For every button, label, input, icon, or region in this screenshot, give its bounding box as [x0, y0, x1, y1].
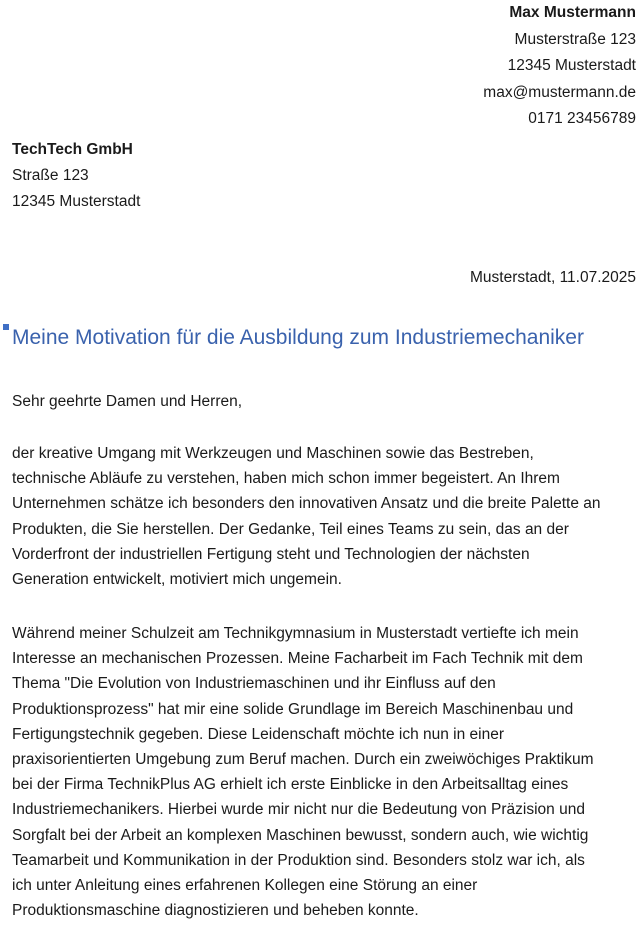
letter-subject: Meine Motivation für die Ausbildung zum Industriemechaniker — [12, 326, 584, 349]
sender-name: Max Mustermann — [509, 4, 636, 21]
paragraph-line: ich unter Anleitung eines erfahrenen Kollegen eine Störung an einer — [12, 877, 478, 895]
recipient-city: 12345 Musterstadt — [12, 193, 141, 210]
paragraph-line: Thema "Die Evolution von Industriemaschinen und ihr Einfluss auf den — [12, 675, 496, 693]
paragraph-line: Interesse an mechanischen Prozessen. Meine Facharbeit im Fach Technik mit dem — [12, 650, 583, 668]
paragraph-line: Fertigungstechnik gegeben. Diese Leidenschaft möchte ich nun in einer — [12, 725, 505, 743]
paragraph-line: technische Abläufe zu verstehen, haben mich schon immer begeistert. An Ihrem — [12, 470, 560, 488]
paragraph-line: Industriemechanikers. Hierbei wurde mir nicht nur die Bedeutung von Präzision und — [12, 801, 585, 819]
paragraph-line: bei der Firma TechnikPlus AG erhielt ich erste Einblicke in den Arbeitsalltag eines — [12, 776, 569, 794]
paragraph-line: Teamarbeit und Kommunikation in der Produktion sind. Besonders stolz war ich, als — [12, 851, 585, 869]
letter-date: Musterstadt, 11.07.2025 — [469, 269, 636, 286]
sender-block — [483, 0, 636, 133]
paragraph-line: Unternehmen schätze ich besonders den innovativen Ansatz und die breite Palette an — [12, 495, 601, 513]
recipient-street: Straße 123 — [12, 167, 89, 184]
paragraph-line: der kreative Umgang mit Werkzeugen und Maschinen sowie das Bestreben, — [12, 445, 534, 462]
paragraph-line: Sorgfalt bei der Arbeit an komplexen Maschinen bewusst, sondern auch, wie wichtig — [12, 826, 589, 844]
paragraph-motivation — [12, 441, 638, 592]
paragraph-line: Produktionsprozess" hat mir eine solide Grundlage im Bereich Maschinenbau und — [12, 700, 574, 718]
sender-street: Musterstraße 123 — [514, 30, 636, 48]
recipient-company: TechTech GmbH — [12, 141, 133, 158]
paragraph-line: Während meiner Schulzeit am Technikgymnasium in Musterstadt vertiefte ich mein — [12, 625, 579, 642]
sender-email: max@mustermann.de — [483, 83, 636, 101]
sender-city: 12345 Musterstadt — [507, 57, 636, 75]
paragraph-line: Produkten, die Sie herstellen. Der Gedanke, Teil eines Teams zu sein, das an der — [12, 520, 569, 538]
paragraph-experience — [12, 621, 638, 923]
subject-marker — [3, 324, 9, 330]
paragraph-line: Generation entwickelt, motiviert mich ungemein. — [12, 571, 342, 589]
paragraph-line: Produktionsmaschine diagnostizieren und beheben konnte. — [12, 902, 419, 920]
recipient-block — [12, 137, 140, 215]
sender-phone: 0171 23456789 — [528, 110, 636, 128]
paragraph-line: Vorderfront der industriellen Fertigung steht und Technologien der nächsten — [12, 545, 530, 563]
salutation: Sehr geehrte Damen und Herren, — [12, 393, 243, 410]
paragraph-line: praxisorientierten Umgebung zum Beruf machen. Durch ein zweiwöchiges Praktikum — [12, 751, 594, 769]
